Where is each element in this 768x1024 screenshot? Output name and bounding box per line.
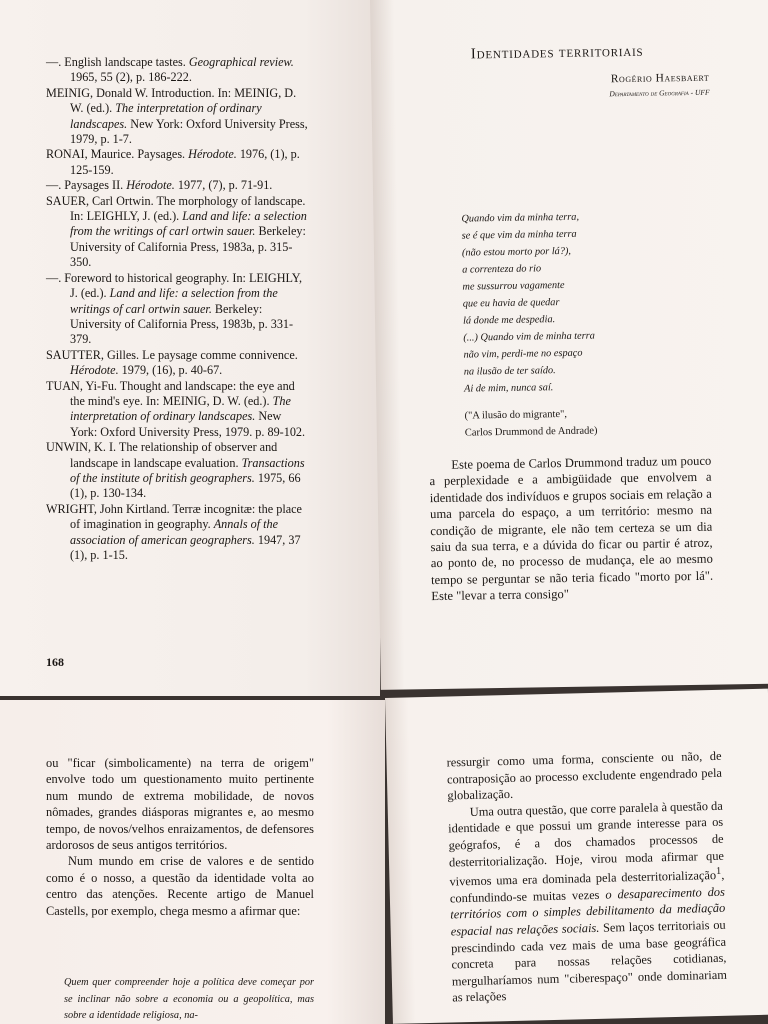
ref-text: MEINIG, Donald W. Introduction. In: MEINIG, D. W. (ed.).: [46, 85, 297, 116]
article-title: Identidades territoriais: [470, 43, 644, 63]
ref-text: —. English landscape tastes.: [46, 55, 189, 69]
paragraph: ou "ficar (simbolicamente) na terra de origem" envolve todo um questionamento muito pertinente num mundo de extrema mobilidade, de novos nômades, grandes diásporas migrantes e, ao mesmo tempo, de novos/velhos enraizamentos, de defensores ardorosos de seus antigos territórios.: [46, 756, 314, 853]
ref-text: SAUTTER, Gilles. Le paysage comme connivence.: [46, 347, 298, 362]
ref-source: Geographical review.: [188, 55, 294, 69]
ref-text: UNWIN, K. I. The relationship of observer and landscape in landscape evaluation.: [46, 440, 278, 470]
paragraph: ressurgir como uma forma, consciente ou não, de contraposição ao processo excludente engendrado pela globalização.: [446, 748, 723, 803]
page-bottom-right: [385, 689, 768, 1024]
reference-list: [46, 55, 308, 563]
poem-line: a correnteza do rio: [462, 263, 542, 276]
author-department: Departamento de Geografia - UFF: [609, 87, 710, 99]
reference-item: [46, 271, 308, 348]
paragraph: [448, 798, 728, 1007]
reference-item: [46, 379, 308, 441]
body-text: [429, 453, 713, 605]
footnote-marker: 1: [715, 865, 722, 878]
poem-source-author: Carlos Drummond de Andrade): [464, 424, 598, 439]
reference-item: [46, 194, 308, 271]
ref-detail: 1947, 37 (1), p. 1-15.: [70, 532, 301, 562]
article-author: Rogério Haesbaert: [610, 71, 710, 86]
page-top-right: [370, 0, 768, 690]
ref-detail: Berkeley: University of California Press, 1983b, p. 331-379.: [70, 301, 294, 347]
poem-line: Quando vim da minha terra,: [461, 211, 580, 225]
ref-text: RONAI, Maurice. Paysages.: [46, 147, 189, 162]
paragraph-text: , confundindo-se muitas vezes: [449, 868, 725, 906]
page-bottom-left: [0, 700, 385, 1024]
reference-item: [46, 502, 308, 564]
ref-source: Transactions of the institute of british geographers.: [70, 455, 305, 485]
ref-detail: New York: Oxford University Press, 1979, p. 1-7.: [70, 116, 308, 147]
ref-text: SAUER, Carl Ortwin. The morphology of landscape. In: LEIGHLY, J. (ed.).: [46, 193, 306, 224]
body-text: [46, 755, 314, 919]
page-number: 168: [46, 655, 64, 669]
ref-text: —. Foreword to historical geography. In: LEIGHLY, J. (ed.).: [46, 270, 303, 301]
ref-detail: 1977, (7), p. 71-91.: [174, 178, 273, 193]
epigraph-poem: [461, 207, 724, 398]
reference-item: [46, 178, 308, 193]
poem-line: lá donde me despedia.: [462, 314, 556, 327]
poem-line: (não estou morto por lá?),: [461, 245, 572, 259]
paragraph: Este poema de Carlos Drummond traduz um pouco a perplexidade e a ambigüidade que envolvem a identidade dos indivíduos e grupos sociais em relação a uma parcela do espaço, a um território: mesmo na condição de migrante, ele não tem certeza se um dia saiu da sua terra, e a dúvida do ficar ou partir é atroz, ao ponto de, no processo de mudança, ele ao mesmo tempo se perguntar se não teria ficado "morto por lá". Este "levar a terra consigo": [429, 453, 714, 604]
ref-detail: New York: Oxford University Press, 1979. p. 89-102.: [70, 409, 306, 439]
ref-source: Land and life: a selection from the writings of carl ortwin sauer.: [70, 209, 307, 239]
ref-detail: 1975, 66 (1), p. 130-134.: [70, 470, 301, 501]
block-quote: Quem quer compreender hoje a política deve começar por se inclinar não sobre a economia ou a geopolítica, mas sobre a identidade religiosa, na-: [64, 977, 314, 1021]
reference-item: [46, 348, 308, 379]
ref-text: —. Paysages II.: [46, 178, 127, 193]
body-text: [446, 748, 727, 1007]
poem-line: me sussurrou vagamente: [462, 279, 565, 293]
reference-item: [46, 86, 308, 148]
ref-detail: 1979, (16), p. 40-67.: [118, 363, 223, 378]
ref-source: Hérodote.: [126, 178, 175, 193]
poem-line: se é que vim da minha terra: [461, 228, 577, 242]
ref-detail: Berkeley: University of California Press, 1983a, p. 315-350.: [70, 224, 306, 270]
poem-line: (...) Quando vim de minha terra: [463, 330, 595, 344]
reference-item: [46, 440, 308, 502]
poem-source: [464, 406, 597, 441]
ref-text: WRIGHT, John Kirtland. Terræ incognitæ: the place of imagination in geography.: [46, 501, 302, 532]
reference-item: [46, 147, 308, 178]
ref-source: Hérodote.: [70, 363, 119, 378]
ref-source: The interpretation of ordinary landscapes.: [70, 393, 291, 424]
page-top-left: [0, 0, 380, 696]
ref-detail: 1976, (1), p. 125-159.: [70, 147, 300, 177]
poem-line: que eu havia de quedar: [462, 297, 560, 310]
ref-source: Hérodote.: [188, 147, 237, 162]
ref-source: The interpretation of ordinary landscapes.: [70, 101, 262, 131]
paragraph: Num mundo em crise de valores e de sentido como é o nosso, a questão da identidade volta ao centro das atenções. Recente artigo de Manuel Castells, por exemplo, chega mesmo a afirmar que:: [46, 854, 314, 918]
ref-text: TUAN, Yi-Fu. Thought and landscape: the eye and the mind's eye. In: MEINIG, D. W. (ed.).: [46, 378, 295, 408]
reference-item: [46, 55, 308, 86]
ref-source: Land and life: a selection from the writings of carl ortwin sauer.: [70, 286, 278, 316]
ref-detail: 1965, 55 (2), p. 186-222.: [70, 70, 192, 85]
paragraph-text: Sem laços territoriais ou prescindindo cada vez mais de uma base geográfica concreta para nossas relações cotidianas, mergulharíamos num "ciberespaço" onde dominariam as relações: [450, 917, 728, 1005]
ref-source: Annals of the association of american geographers.: [70, 517, 279, 547]
poem-source-title: ("A ilusão do migrante",: [464, 408, 568, 422]
poem-line: Ai de mim, nunca saí.: [464, 382, 554, 395]
poem-line: não vim, perdi-me no espaço: [463, 347, 583, 361]
paragraph-text: Uma outra questão, que corre paralela à questão da identidade e que possui um grande interesse para os geógrafos, é a dos chamados processos de desterritorialização. Hoje, virou moda afirmar que vivemos uma era dominada pela desterritorialização: [448, 798, 725, 889]
paragraph-emphasis: o desaparecimento dos territórios com o simples debilitamento da mediação espacial nas relações sociais.: [450, 884, 726, 939]
poem-line: na ilusão de ter saído.: [463, 365, 556, 378]
